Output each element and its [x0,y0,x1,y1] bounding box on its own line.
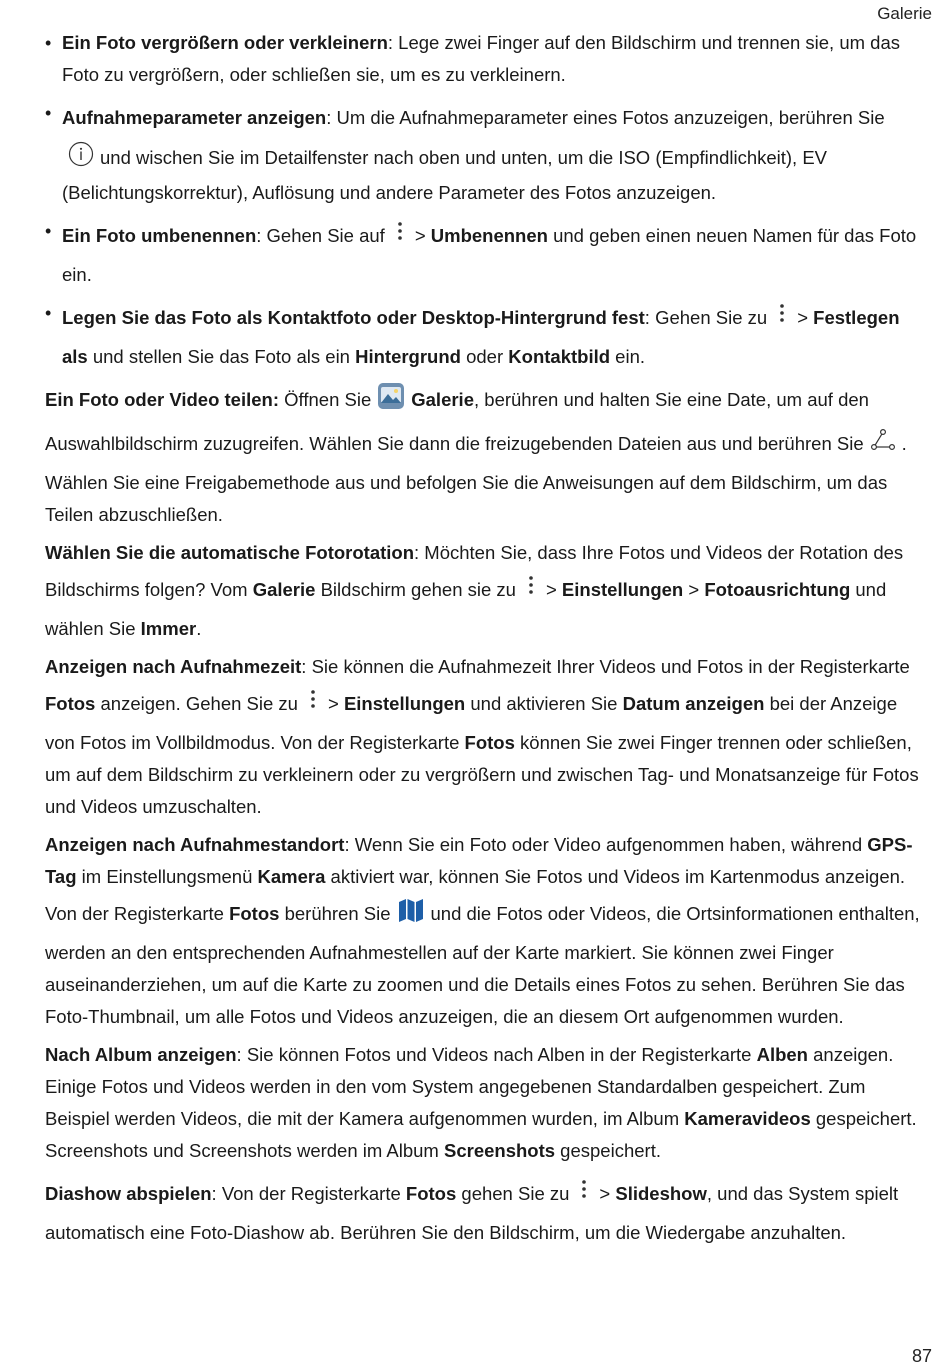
paragraph-share: Ein Foto oder Video teilen: Öffnen Sie Galerie, berühren und halten Sie eine Date, um auf den Auswahlbildschirm zuzugreifen. Wählen Sie dann die freizugebenden Dateien aus und berühren Sie . Wählen Sie eine Freigabemethode aus und befolgen Sie die Anweisungen auf dem Bildschirm, um das Teilen abzuschließen. [45,379,920,531]
term: Ein Foto vergrößern oder verkleinern [62,32,388,53]
paragraph-location: Anzeigen nach Aufnahmestandort: Wenn Sie ein Foto oder Video aufgenommen haben, während GPS-Tag im Einstellungsmenü Kamera aktiviert war, können Sie Fotos und Videos im Kartenmodus anzeigen. Von der Registerkarte Fotos berühren Sie und die Fotos oder Videos, die Ortsinformationen enthalten, werden an den entsprechenden Aufnahmestellen auf der Karte markiert. Sie können zwei Finger auseinanderziehen, um auf die Karte zu zoomen und die Details eines Fotos zu sehen. Berühren Sie das Foto-Thumbnail, um alle Fotos und Videos anzuzeigen, die an diesem Ort aufgenommen wurden. [45,834,920,1027]
term: Diashow abspielen [45,1182,212,1204]
share-icon [870,427,896,463]
paragraph-slideshow: Diashow abspielen: Von der Registerkarte Fotos gehen Sie zu > Slideshow, und das System spielt automatisch eine Foto-Diashow ab. Berühren Sie den Bildschirm, um die Wiedergabe anzuhalten. [45,1173,920,1249]
list-item-params: • Aufnahmeparameter anzeigen: Um die Aufnahmeparameter eines Fotos anzuzeigen, berühren Sieund wischen Sie im Detailfenster nach oben und unten, um die ISO (Empfindlichkeit), EV (Belichtungskorrektur), Auflösung und andere Parameter des Fotos anzuzeigen. [45,97,920,209]
term: Anzeigen nach Aufnahmestandort [45,834,345,855]
more-vertical-icon [773,301,791,337]
page-body [45,27,920,1255]
term: Anzeigen nach Aufnahmezeit [45,656,302,677]
more-vertical-icon [391,219,409,255]
paragraph-time: Anzeigen nach Aufnahmezeit: Sie können die Aufnahmezeit Ihrer Videos und Fotos in der Registerkarte Fotos anzeigen. Gehen Sie zu > Einstellungen und aktivieren Sie Datum anzeigen bei der Anzeige von Fotos im Vollbildmodus. Von der Registerkarte Fotos können Sie zwei Finger trennen oder schließen, um auf dem Bildschirm zu verkleinern oder zu vergrößern und zwischen Tag- und Monatsanzeige für Fotos und Videos umzuschalten. [45,656,919,817]
more-vertical-icon [522,573,540,609]
list-item-set-as: • Legen Sie das Foto als Kontaktfoto oder Desktop-Hintergrund fest: Gehen Sie zu > Festlegen als und stellen Sie das Foto als ein Hintergrund oder Kontaktbild ein. [45,297,920,373]
paragraph-rotation: Wählen Sie die automatische Fotorotation: Möchten Sie, dass Ihre Fotos und Videos der Rotation des Bildschirms folgen? Vom Galerie Bildschirm gehen sie zu > Einstellungen > Fotoausrichtung und wählen Sie Immer. [45,542,904,639]
term: Ein Foto oder Video teilen: [45,388,280,410]
list-item-zoom: • Ein Foto vergrößern oder verkleinern: Lege zwei Finger auf den Bildschirm und trennen sie, um das Foto zu vergrößern, oder schließen sie, um es zu verkleinern. [45,27,920,91]
term: Legen Sie das Foto als Kontaktfoto oder Desktop-Hintergrund fest [62,306,645,328]
term: Wählen Sie die automatische Fotorotation [45,542,415,563]
term: Ein Foto umbenennen [62,224,257,246]
paragraph-album: Nach Album anzeigen: Sie können Fotos und Videos nach Alben in der Registerkarte Alben anzeigen. Einige Fotos und Videos werden in den vom System angegebenen Standardalben gespeichert. Zum Beispiel werden Videos, die mit der Kamera aufgenommen wurden, im Album Kameravideos gespeichert. Screenshots und Screenshots werden im Album Screenshots gespeichert. [45,1044,917,1161]
info-icon [68,141,94,177]
gallery-app-icon [377,382,405,420]
page-number: 87 [911,1346,932,1366]
term: Nach Album anzeigen [45,1044,237,1065]
more-vertical-icon [304,687,322,723]
list-item-rename: • Ein Foto umbenennen: Gehen Sie auf > Umbenennen und geben einen neuen Namen für das Foto ein. [45,215,920,291]
running-header: Galerie [877,4,932,23]
map-icon [397,896,425,934]
term: Aufnahmeparameter anzeigen [62,106,327,128]
more-vertical-icon [575,1177,593,1213]
